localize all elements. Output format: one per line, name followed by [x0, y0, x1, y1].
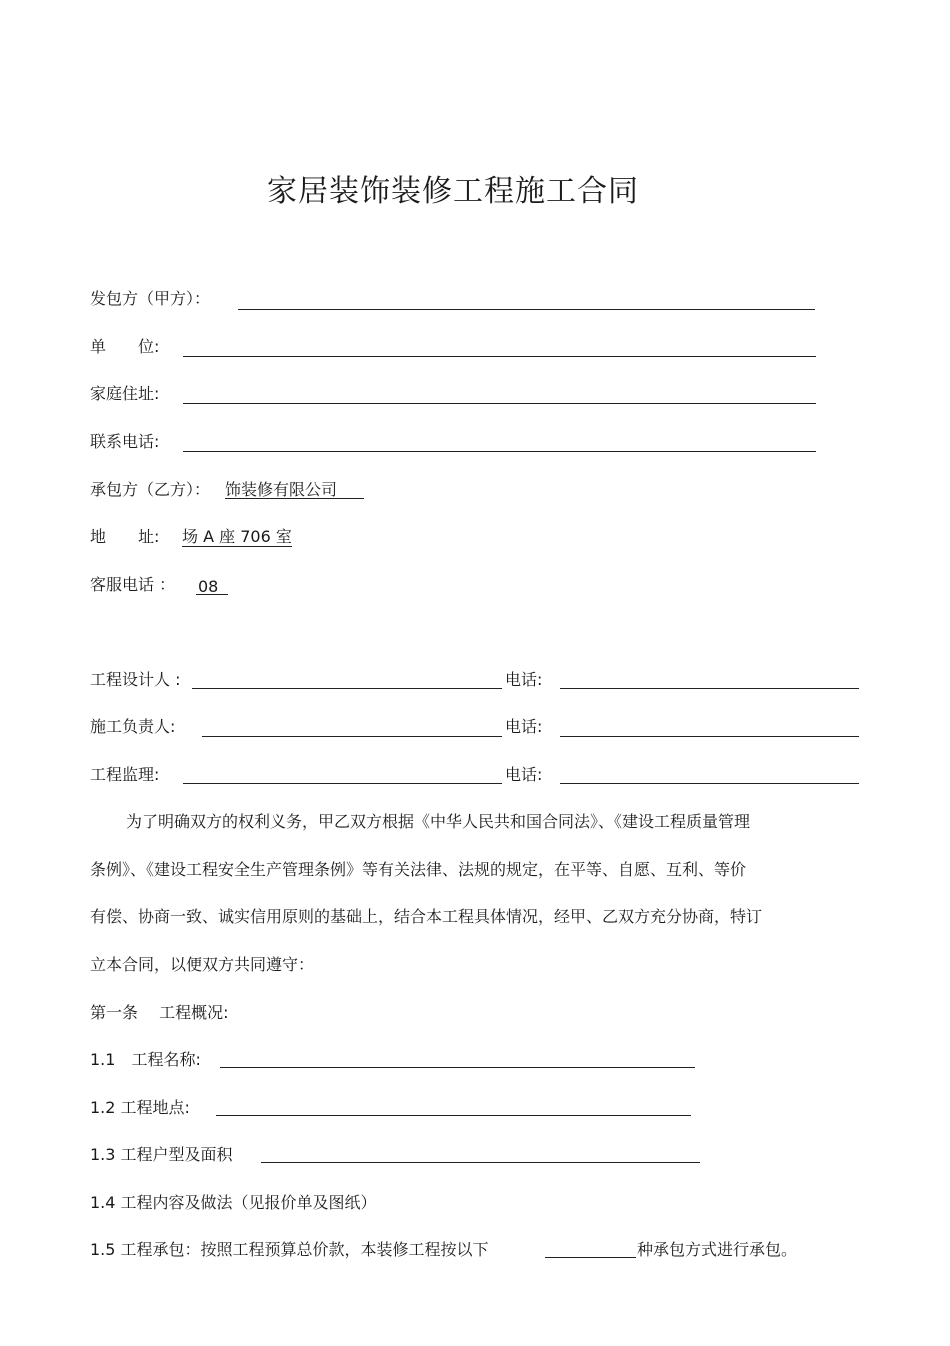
supervisor-tel-blank[interactable] — [560, 783, 859, 784]
construction-lead-label: 施工负责人: — [90, 717, 176, 736]
contact-phone-blank[interactable] — [183, 451, 816, 452]
address-label: 地 址: — [90, 527, 160, 546]
construction-lead-tel-blank[interactable] — [560, 736, 859, 737]
unit-blank[interactable] — [183, 356, 816, 357]
item-1-3-blank[interactable] — [261, 1162, 700, 1163]
service-phone-value: 08 — [198, 577, 219, 596]
address-value: 场 A 座 706 室 — [182, 527, 292, 546]
unit-label: 单 位: — [90, 337, 160, 356]
item-1-5-blank[interactable] — [545, 1257, 636, 1258]
item-1-1-blank[interactable] — [220, 1067, 695, 1068]
item-1-4-label: 1.4 工程内容及做法（见报价单及图纸） — [90, 1193, 377, 1212]
home-address-label: 家庭住址: — [90, 384, 160, 403]
item-1-3-label: 1.3 工程户型及面积 — [90, 1145, 233, 1164]
party-b-value: 饰装修有限公司 — [225, 480, 338, 499]
party-a-label: 发包方（甲方）： — [90, 289, 211, 308]
construction-lead-blank[interactable] — [202, 736, 502, 737]
designer-tel-blank[interactable] — [560, 688, 859, 689]
construction-lead-tel-label: 电话: — [505, 717, 543, 736]
party-b-label: 承包方（乙方）： — [90, 480, 211, 499]
party-b-underline — [225, 498, 364, 499]
designer-label: 工程设计人 : — [90, 670, 181, 689]
document-title: 家居装饰装修工程施工合同 — [267, 174, 639, 209]
item-1-1-label: 1.1 工程名称: — [90, 1050, 201, 1069]
article-1-heading: 第一条 工程概况: — [90, 1003, 229, 1022]
contact-phone-label: 联系电话: — [90, 432, 160, 451]
preamble-line-3: 有偿、协商一致、诚实信用原则的基础上，结合本工程具体情况，经甲、乙双方充分协商，特订 — [90, 907, 763, 926]
supervisor-label: 工程监理: — [90, 765, 160, 784]
supervisor-tel-label: 电话: — [505, 765, 543, 784]
address-underline — [182, 546, 292, 547]
item-1-5-suffix: 种承包方式进行承包。 — [637, 1240, 798, 1259]
supervisor-blank[interactable] — [183, 783, 502, 784]
service-phone-label: 客服电话 ： — [90, 575, 176, 594]
preamble-line-4: 立本合同，以便双方共同遵守： — [90, 955, 315, 974]
designer-blank[interactable] — [192, 688, 502, 689]
service-phone-underline — [196, 594, 228, 595]
preamble-line-1: 为了明确双方的权利义务，甲乙双方根据《中华人民共和国合同法》、《建设工程质量管理 — [126, 812, 751, 831]
party-a-blank[interactable] — [238, 309, 815, 310]
designer-tel-label: 电话: — [505, 670, 543, 689]
preamble-line-2: 条例》、《建设工程安全生产管理条例》等有关法律、法规的规定，在平等、自愿、互利、等价 — [90, 860, 747, 879]
home-address-blank[interactable] — [183, 403, 816, 404]
item-1-5-label: 1.5 工程承包：按照工程预算总价款，本装修工程按以下 — [90, 1240, 489, 1259]
item-1-2-blank[interactable] — [216, 1115, 691, 1116]
item-1-2-label: 1.2 工程地点: — [90, 1098, 190, 1117]
